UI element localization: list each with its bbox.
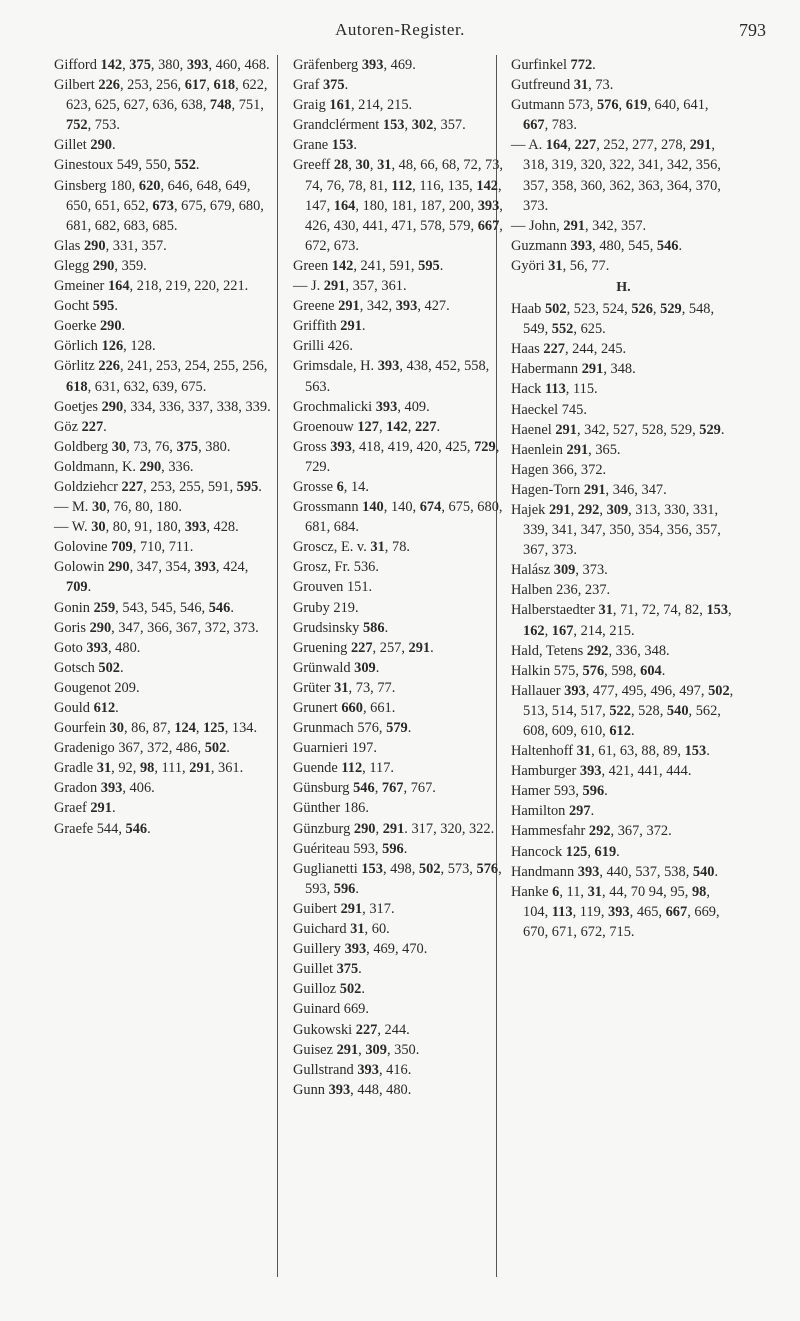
index-entry: Goetjes 290, 334, 336, 337, 338, 339. <box>54 398 271 415</box>
index-entry: Ginestoux 549, 550, 552. <box>54 157 200 174</box>
index-entry: Grimsdale, H. 393, 438, 452, 558, 563. <box>293 358 490 395</box>
index-entry: Habermann 291, 348. <box>511 361 636 378</box>
column-divider-left <box>277 55 278 1277</box>
index-entry: Günther 186. <box>293 800 369 817</box>
index-column-3 <box>511 55 736 942</box>
index-entry: Hancock 125, 619. <box>511 843 620 860</box>
index-entry: Gilbert 226, 253, 256, 617, 618, 622, 623, 625, 627, 636, 638, 748, 751, 752, 753. <box>54 77 268 134</box>
index-entry: Hallauer 393, 477, 495, 496, 497, 502, 513, 514, 517, 522, 528, 540, 562, 608, 609, 610, 612. <box>511 682 734 739</box>
index-entry: Hagen-Torn 291, 346, 347. <box>511 481 667 498</box>
index-entry: Goris 290, 347, 366, 367, 372, 373. <box>54 619 259 636</box>
index-entry: Hack 113, 115. <box>511 381 598 398</box>
index-entry: Glas 290, 331, 357. <box>54 237 167 254</box>
index-entry: Guisez 291, 309, 350. <box>293 1041 420 1058</box>
index-entry: Graefe 544, 546. <box>54 820 151 837</box>
index-entry: Haab 502, 523, 524, 526, 529, 548, 549, 552, 625. <box>511 301 715 338</box>
index-entry: Hamer 593, 596. <box>511 783 608 800</box>
index-entry: Halász 309, 373. <box>511 562 608 579</box>
index-entry: Grochmalicki 393, 409. <box>293 398 430 415</box>
index-entry: Golowin 290, 347, 354, 393, 424, 709. <box>54 559 249 596</box>
index-entry: Griffith 291. <box>293 318 366 335</box>
index-entry: Gräfenberg 393, 469. <box>293 57 416 73</box>
index-entry: Günsburg 546, 767, 767. <box>293 780 436 797</box>
index-entry: Grouven 151. <box>293 579 373 596</box>
index-entry: Halberstaedter 31, 71, 72, 74, 82, 153, 162, 167, 214, 215. <box>511 602 732 639</box>
index-entry: Hammesfahr 292, 367, 372. <box>511 823 672 840</box>
index-entry: Guinard 669. <box>293 1001 369 1018</box>
index-entry: Hamilton 297. <box>511 803 595 820</box>
index-entry: Guillery 393, 469, 470. <box>293 941 428 958</box>
index-entry: Hanke 6, 11, 31, 44, 70 94, 95, 98, 104, 113, 119, 393, 465, 667, 669, 670, 671, 672, 715. <box>511 883 720 940</box>
index-entry: Grosz, Fr. 536. <box>293 559 379 576</box>
index-entry: Goldberg 30, 73, 76, 375, 380. <box>54 438 231 455</box>
section-letter: H. <box>616 280 631 296</box>
index-entry: Grossmann 140, 140, 674, 675, 680, 681, 684. <box>293 499 503 536</box>
index-entry: Gurfinkel 772. <box>511 57 596 73</box>
index-entry: Gifford 142, 375, 380, 393, 460, 468. <box>54 57 270 73</box>
index-entry: Gukowski 227, 244. <box>293 1021 410 1038</box>
index-entry: Göz 227. <box>54 418 107 435</box>
index-entry: Haltenhoff 31, 61, 63, 88, 89, 153. <box>511 743 710 760</box>
page-number: 793 <box>739 20 766 40</box>
index-entry: Hagen 366, 372. <box>511 461 607 478</box>
index-entry: Grudsinsky 586. <box>293 619 389 636</box>
index-entry: Ginsberg 180, 620, 646, 648, 649, 650, 651, 652, 673, 675, 679, 680, 681, 682, 683, 685. <box>54 177 264 234</box>
index-entry: Guériteau 593, 596. <box>293 840 408 857</box>
index-entry: — W. 30, 80, 91, 180, 393, 428. <box>54 519 239 536</box>
index-entry: Gradenigo 367, 372, 486, 502. <box>54 740 230 757</box>
index-entry: Gould 612. <box>54 700 119 716</box>
index-entry: Gutfreund 31, 73. <box>511 77 614 94</box>
index-entry: Gillet 290. <box>54 137 116 154</box>
index-entry: Guillet 375. <box>293 961 362 978</box>
index-entry: Gradle 31, 92, 98, 111, 291, 361. <box>54 760 244 777</box>
index-entry: Gunn 393, 448, 480. <box>293 1081 412 1098</box>
index-entry: — M. 30, 76, 80, 180. <box>54 499 182 516</box>
index-entry: Gonin 259, 543, 545, 546, 546. <box>54 599 234 616</box>
page-title: Autoren-Register. <box>335 20 465 39</box>
index-entry: Guichard 31, 60. <box>293 921 390 938</box>
index-entry: Golovine 709, 710, 711. <box>54 539 194 556</box>
index-entry: Gruening 227, 257, 291. <box>293 639 434 656</box>
index-entry: Guglianetti 153, 498, 502, 573, 576, 593, 596. <box>293 860 502 897</box>
index-entry: Haeckel 745. <box>511 401 587 418</box>
index-entry: Haas 227, 244, 245. <box>511 341 627 358</box>
index-entry: Gougenot 209. <box>54 679 140 696</box>
index-entry: Greene 291, 342, 393, 427. <box>293 298 450 315</box>
index-entry: Hald, Tetens 292, 336, 348. <box>511 642 670 659</box>
index-entry: Gradon 393, 406. <box>54 780 155 797</box>
index-entry: Halben 236, 237. <box>511 582 611 599</box>
index-column-2 <box>293 55 515 1100</box>
index-entry: Günzburg 290, 291. 317, 320, 322. <box>293 820 495 837</box>
index-entry: Grosse 6, 14. <box>293 478 369 495</box>
index-entry: Grünwald 309. <box>293 659 380 676</box>
index-entry: Gourfein 30, 86, 87, 124, 125, 134. <box>54 720 258 737</box>
index-entry: Gutmann 573, 576, 619, 640, 641, 667, 783. <box>511 97 709 134</box>
index-entry: Hajek 291, 292, 309, 313, 330, 331, 339, 341, 347, 350, 354, 356, 357, 367, 373. <box>511 501 721 559</box>
index-entry: Görlitz 226, 241, 253, 254, 255, 256, 618, 631, 632, 639, 675. <box>54 358 268 395</box>
index-entry: — J. 291, 357, 361. <box>293 278 407 295</box>
index-entry: Goerke 290. <box>54 318 126 335</box>
index-entry: Grüter 31, 73, 77. <box>293 679 396 696</box>
index-entry: Green 142, 241, 591, 595. <box>293 257 444 274</box>
index-entry: Guibert 291, 317. <box>293 900 395 917</box>
index-entry: Graf 375. <box>293 77 349 94</box>
index-entry: Gmeiner 164, 218, 219, 220, 221. <box>54 278 249 295</box>
index-entry: Guende 112, 117. <box>293 760 395 777</box>
index-entry: Handmann 393, 440, 537, 538, 540. <box>511 863 719 880</box>
index-entry: Greeff 28, 30, 31, 48, 66, 68, 72, 73, 74, 76, 78, 81, 112, 116, 135, 142, 147, 164, 180, 181, 187, 200, 393, 426, 430, 441, 471, 578, 579, 667, 672, 673. <box>293 157 503 254</box>
index-entry: Grilli 426. <box>293 338 353 355</box>
index-entry: Gruby 219. <box>293 599 359 616</box>
index-entry: Gross 393, 418, 419, 420, 425, 729, 729. <box>293 438 500 475</box>
index-entry: — A. 164, 227, 252, 277, 278, 291, 318, 319, 320, 322, 341, 342, 356, 357, 358, 360, 362, 363, 364, 370, 373. <box>511 137 721 214</box>
index-entry: Goldmann, K. 290, 336. <box>54 458 194 475</box>
index-entry: Goldziehcr 227, 253, 255, 591, 595. <box>54 478 262 495</box>
index-entry: Grane 153. <box>293 137 357 154</box>
index-entry: Györi 31, 56, 77. <box>511 257 610 274</box>
index-entry: Glegg 290, 359. <box>54 257 147 274</box>
index-entry: — John, 291, 342, 357. <box>511 217 647 234</box>
index-entry: Grunert 660, 661. <box>293 700 396 716</box>
index-entry: Grandclérment 153, 302, 357. <box>293 117 466 134</box>
index-entry: Graig 161, 214, 215. <box>293 97 413 114</box>
index-entry: Hamburger 393, 421, 441, 444. <box>511 763 692 780</box>
index-entry: Haenel 291, 342, 527, 528, 529, 529. <box>511 421 725 438</box>
index-entry: Gocht 595. <box>54 298 118 315</box>
index-entry: Gotsch 502. <box>54 659 124 676</box>
index-entry: Guilloz 502. <box>293 981 365 998</box>
index-entry: Groscz, E. v. 31, 78. <box>293 539 410 556</box>
index-column-1 <box>54 55 276 839</box>
index-entry: Groenouw 127, 142, 227. <box>293 418 441 435</box>
index-entry: Grunmach 576, 579. <box>293 720 412 737</box>
index-entry: Goto 393, 480. <box>54 639 141 656</box>
index-entry: Graef 291. <box>54 800 116 817</box>
index-entry: Guarnieri 197. <box>293 740 377 757</box>
index-entry: Halkin 575, 576, 598, 604. <box>511 662 666 679</box>
index-entry: Haenlein 291, 365. <box>511 441 621 458</box>
index-entry: Gullstrand 393, 416. <box>293 1061 412 1078</box>
index-entry: Guzmann 393, 480, 545, 546. <box>511 237 683 254</box>
index-entry: Görlich 126, 128. <box>54 338 156 355</box>
